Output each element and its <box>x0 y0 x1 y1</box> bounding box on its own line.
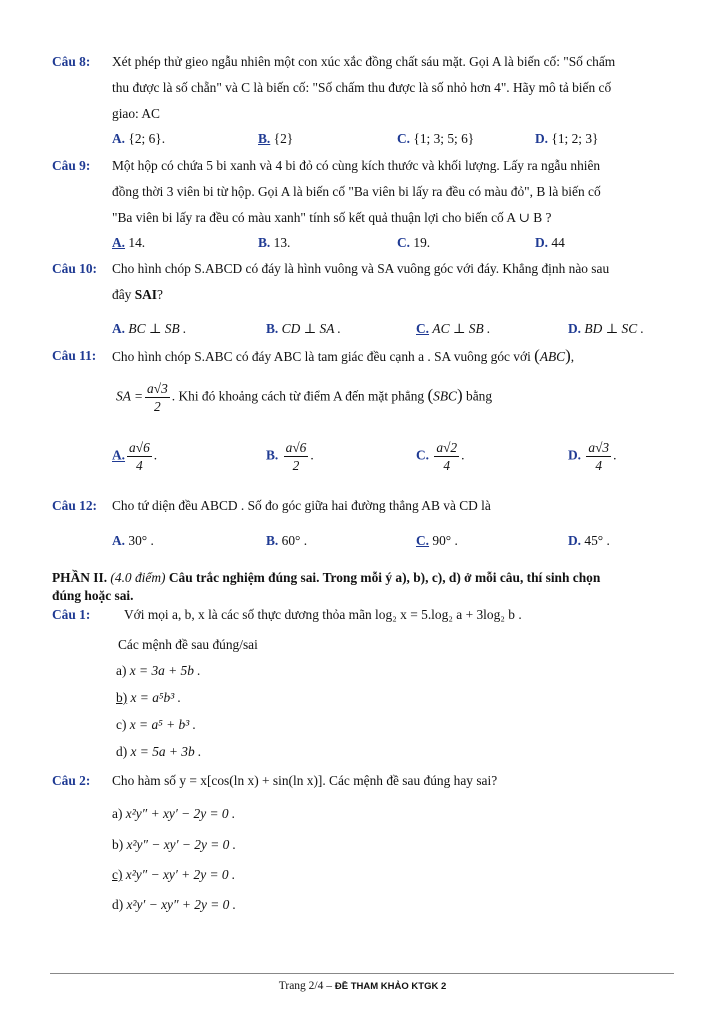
question-9-option-c[interactable]: C. 19. <box>397 235 431 250</box>
part2-q2-statement-c[interactable]: c) x²y″ − xy′ + 2y = 0 . <box>112 867 236 882</box>
part2-q2-statement-d[interactable]: d) x²y′ − xy″ + 2y = 0 . <box>112 897 237 912</box>
question-10-option-a[interactable]: A. BC ⊥ SB . <box>112 321 187 336</box>
question-11-option-b[interactable]: B. $\frac{a√6}{2}$ . <box>266 440 314 473</box>
question-11-text-line2: SA = $\frac{a√3}{2}$ . Khi đó khoảng cách từ điểm A đến mặt phẳng (SBC) bằng <box>116 381 493 414</box>
question-10-option-d[interactable]: D. BD ⊥ SC . <box>568 321 644 336</box>
question-12-text-line1: Cho tứ diện đều ABCD . Số đo góc giữa hai đường thẳng AB và CD là <box>112 498 491 513</box>
part-2-heading: PHẦN II. (4.0 điểm) Câu trắc nghiệm đúng sai. Trong mỗi ý a), b), c), d) ở mỗi câu, thí sinh chọn <box>52 570 601 585</box>
part2-q1-statement-c[interactable]: c) x = a⁵ + b³ . <box>116 717 196 732</box>
question-9-text-line1: Một hộp có chứa 5 bi xanh và 4 bi đỏ có cùng kích thước và khối lượng. Lấy ra ngẫu nhiên <box>112 158 601 173</box>
page-footer: Trang 2/4 – ĐỀ THAM KHẢO KTGK 2 <box>278 980 447 992</box>
part2-q1-statement-d[interactable]: d) x = 5a + 3b . <box>116 744 202 759</box>
question-12-option-b[interactable]: B. 60° . <box>266 533 308 548</box>
part2-q1-statement-b[interactable]: b) x = a⁵b³ . <box>116 690 181 705</box>
question-9-label: Câu 9: <box>52 158 91 173</box>
question-9-text-line3: "Ba viên bi lấy ra đều có màu xanh" tính số kết quả thuận lợi cho biến cố A ∪ B ? <box>112 210 552 225</box>
question-10-option-c[interactable]: C. AC ⊥ SB . <box>416 321 491 336</box>
question-10-label: Câu 10: <box>52 261 98 276</box>
question-11-text-line1: Cho hình chóp S.ABC có đáy ABC là tam giác đều cạnh a . SA vuông góc với (ABC), <box>112 346 575 365</box>
part2-question-2-label: Câu 2: <box>52 773 91 788</box>
question-9-option-d[interactable]: D. 44 <box>535 235 565 250</box>
question-10-option-b[interactable]: B. CD ⊥ SA . <box>266 321 341 336</box>
part2-q2-statement-a[interactable]: a) x²y″ + xy′ − 2y = 0 . <box>112 806 236 821</box>
question-12-label: Câu 12: <box>52 498 98 513</box>
question-8-text-line1: Xét phép thử gieo ngẫu nhiên một con xúc xắc đồng chất sáu mặt. Gọi A là biến cố: "Số chấm <box>112 54 616 69</box>
question-8-text-line2: thu được là số chẵn" và C là biến cố: "Số chấm thu được là số nhỏ hơn 4". Hãy mô tả biến cố <box>112 80 612 95</box>
question-11-option-c[interactable]: C. $\frac{a√2}{4}$ . <box>416 440 465 473</box>
question-11-option-a[interactable]: A. $\frac{a√6}{4}$ . <box>112 440 158 473</box>
question-9-option-b[interactable]: B. 13. <box>258 235 291 250</box>
question-11-label: Câu 11: <box>52 348 97 363</box>
question-12-option-d[interactable]: D. 45° . <box>568 533 610 548</box>
question-9-text-line2: đồng thời 3 viên bi từ hộp. Gọi A là biến cố "Ba viên bi lấy ra đều có màu đỏ", B là biến cố <box>112 184 601 199</box>
sa-fraction: $\frac{a√3}{2}$ <box>147 381 168 414</box>
question-10-text-line1: Cho hình chóp S.ABCD có đáy là hình vuông và SA vuông góc với đáy. Khẳng định nào sau <box>112 261 610 276</box>
part2-question-2-text: Cho hàm số y = x[cos(ln x) + sin(ln x)]. Các mệnh đề sau đúng hay sai? <box>112 773 498 788</box>
part2-question-1-label: Câu 1: <box>52 607 91 622</box>
question-8-text-line3: giao: AC <box>112 106 160 121</box>
footer-divider <box>50 973 674 974</box>
question-8-option-c[interactable]: C. {1; 3; 5; 6} <box>397 131 475 146</box>
part-2-heading-line2: đúng hoặc sai. <box>52 588 134 603</box>
part2-q2-statement-b[interactable]: b) x²y″ − xy′ − 2y = 0 . <box>112 837 237 852</box>
question-12-option-c[interactable]: C. 90° . <box>416 533 458 548</box>
question-8-option-d[interactable]: D. {1; 2; 3} <box>535 131 599 146</box>
question-10-text-line2: đây SAI? <box>112 287 163 302</box>
question-11-option-d[interactable]: D. $\frac{a√3}{4}$ . <box>568 440 617 473</box>
part2-question-1-text: Với mọi a, b, x là các số thực dương thỏa mãn log₂ x = 5.log₂ a + 3log₂ b . <box>124 607 522 622</box>
part2-q1-statement-a[interactable]: a) x = 3a + 5b . <box>116 663 201 678</box>
question-8-option-b[interactable]: B. {2} <box>258 131 294 146</box>
part2-question-1-subtext: Các mệnh đề sau đúng/sai <box>118 637 258 652</box>
question-12-option-a[interactable]: A. 30° . <box>112 533 154 548</box>
question-9-option-a[interactable]: A. 14. <box>112 235 146 250</box>
question-8-option-a[interactable]: A. {2; 6}. <box>112 131 166 146</box>
question-8-label: Câu 8: <box>52 54 91 69</box>
